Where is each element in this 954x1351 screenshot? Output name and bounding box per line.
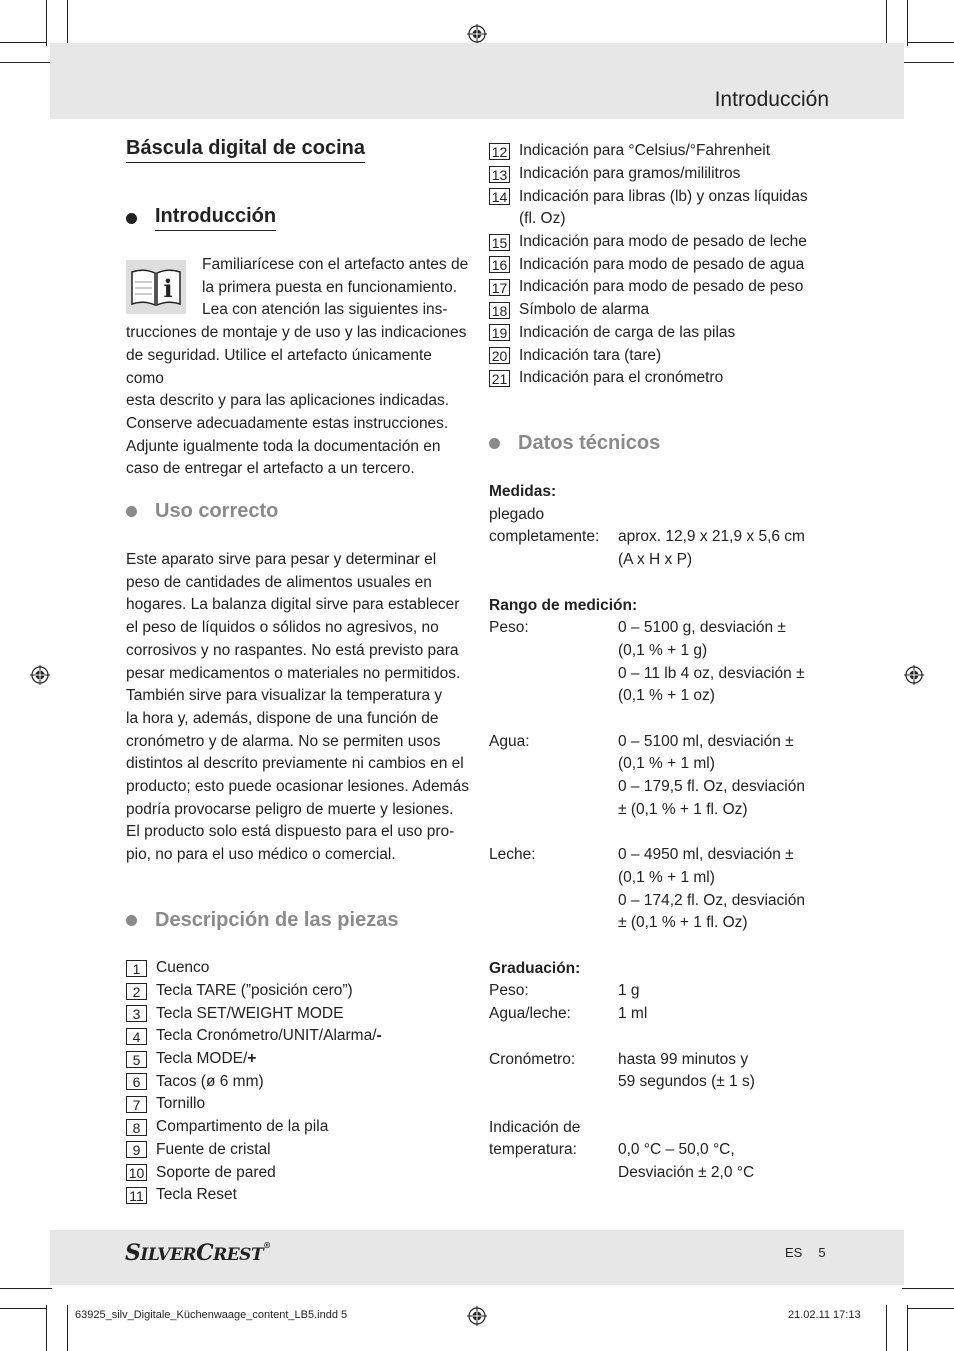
leche-value: (0,1 % + 1 ml) <box>618 868 715 886</box>
part-number: 18 <box>489 302 510 319</box>
list-item <box>126 1025 382 1048</box>
section-heading-uso-correcto <box>126 500 278 523</box>
list-item <box>489 299 808 322</box>
part-number: 2 <box>126 983 147 1000</box>
part-label: Indicación para modo de pesado de leche <box>519 233 807 251</box>
crop-mark <box>46 1305 47 1351</box>
list-item <box>489 344 808 367</box>
agua-value: 0 – 5100 ml, desviación ± <box>618 732 794 750</box>
crop-mark <box>886 1305 887 1351</box>
grad-peso-label: Peso: <box>489 982 529 1000</box>
part-number: 17 <box>489 279 510 296</box>
text-line: la primera puesta en funcionamiento. <box>202 278 458 296</box>
part-label: Tecla Cronómetro/UNIT/Alarma/ <box>156 1027 377 1045</box>
document-title: Báscula digital de cocina <box>126 137 365 163</box>
logo-letter: S <box>125 1240 141 1266</box>
text-line: También sirve para visualizar la temperatura y <box>126 687 443 705</box>
dimensions-axes: (A x H x P) <box>618 551 693 569</box>
logo-letters: REST <box>213 1245 264 1265</box>
list-item <box>126 980 382 1003</box>
grad-agua-label: Agua/leche: <box>489 1005 571 1023</box>
list-item <box>126 1070 382 1093</box>
part-label: Indicación para gramos/mililitros <box>519 165 741 183</box>
part-number: 1 <box>126 960 147 977</box>
bullet-icon <box>126 506 137 517</box>
part-label: Indicación tara (tare) <box>519 346 662 364</box>
part-label: (fl. Oz) <box>519 210 566 228</box>
page-title: Introducción <box>714 88 829 111</box>
crop-mark <box>886 0 887 46</box>
crop-mark <box>902 62 954 63</box>
completamente-label: completamente: <box>489 528 600 546</box>
text-line: el peso de líquidos o sólidos no agresivos, no <box>126 619 439 637</box>
registration-mark-icon <box>904 665 924 685</box>
part-number: 7 <box>126 1096 147 1113</box>
part-label: Indicación para modo de pesado de peso <box>519 278 804 296</box>
cronometro-value: 59 segundos (± 1 s) <box>618 1073 755 1091</box>
leche-value: ± (0,1 % + 1 fl. Oz) <box>618 914 748 932</box>
crop-mark <box>0 1288 52 1289</box>
part-symbol: + <box>247 1050 257 1068</box>
part-number: 10 <box>126 1164 147 1181</box>
crop-mark <box>67 0 68 46</box>
registration-mark-icon <box>30 665 50 685</box>
part-label: Tacos (ø 6 mm) <box>156 1072 264 1090</box>
cronometro-value: hasta 99 minutos y <box>618 1050 749 1068</box>
section-heading-datos-tecnicos <box>489 432 660 455</box>
list-item <box>126 1139 382 1162</box>
text-line: El producto solo está dispuesto para el uso pro- <box>126 823 455 841</box>
logo-letter: C <box>196 1240 214 1266</box>
part-label: Símbolo de alarma <box>519 301 650 319</box>
section-heading-introduccion <box>126 205 276 231</box>
crop-mark <box>46 0 47 46</box>
language-code: ES <box>785 1245 803 1260</box>
temperatura-label: temperatura: <box>489 1141 577 1159</box>
slug-date: 21.02.11 17:13 <box>788 1309 861 1321</box>
peso-value: (0,1 % + 1 oz) <box>618 687 715 705</box>
section-heading-text: Datos técnicos <box>518 432 661 454</box>
technical-data <box>489 481 839 1201</box>
cronometro-label: Cronómetro: <box>489 1050 576 1068</box>
agua-value: (0,1 % + 1 ml) <box>618 755 715 773</box>
text-line: trucciones de montaje y de uso y las indicaciones <box>126 324 467 342</box>
crop-mark <box>907 0 908 46</box>
temperatura-label: Indicación de <box>489 1118 581 1136</box>
registration-mark-icon <box>467 1306 487 1326</box>
text-line: podría provocarse peligro de muerte y lesiones. <box>126 800 454 818</box>
agua-label: Agua: <box>489 732 530 750</box>
text-line: Conserve adecuadamente estas instrucciones. <box>126 414 449 432</box>
list-item <box>489 185 808 208</box>
part-label: Soporte de pared <box>156 1163 276 1181</box>
part-number: 6 <box>126 1073 147 1090</box>
text-line: cronómetro y de alarma. No se permiten usos <box>126 732 441 750</box>
text-line: la hora y, además, dispone de una función de <box>126 709 439 727</box>
page-label <box>785 1245 826 1260</box>
part-number: 4 <box>126 1028 147 1045</box>
text-line: pio, no para el uso médico o comercial. <box>126 846 396 864</box>
slug-file-info: 63925_silv_Digitale_Küchenwaage_content_LB5.indd 5 <box>75 1309 348 1321</box>
leche-label: Leche: <box>489 846 536 864</box>
text-line: Lea con atención las siguientes ins- <box>202 301 448 319</box>
part-label: Compartimento de la pila <box>156 1118 329 1136</box>
page-number: 5 <box>818 1245 826 1260</box>
part-label: Tecla Reset <box>156 1186 237 1204</box>
part-label: Fuente de cristal <box>156 1140 271 1158</box>
section-heading-text: Descripción de las piezas <box>155 909 399 931</box>
part-label: Tecla MODE/ <box>156 1050 248 1068</box>
text-line: peso de cantidades de alimentos usuales en <box>126 573 432 591</box>
list-item <box>489 163 808 186</box>
dimensions-value: aprox. 12,9 x 21,9 x 5,6 cm <box>618 528 805 546</box>
section-heading-descripcion <box>126 909 398 932</box>
bullet-icon <box>126 213 137 224</box>
peso-value: (0,1 % + 1 g) <box>618 641 708 659</box>
crop-mark <box>907 1305 908 1351</box>
part-label: Indicación de carga de las pilas <box>519 323 736 341</box>
list-item <box>489 231 808 254</box>
intro-text <box>126 254 471 481</box>
brand-logo <box>125 1240 271 1266</box>
temperatura-value: Desviación ± 2,0 °C <box>618 1164 755 1181</box>
agua-value: 0 – 179,5 fl. Oz, desviación <box>618 778 805 796</box>
crop-mark <box>908 42 954 43</box>
leche-value: 0 – 4950 ml, desviación ± <box>618 846 794 864</box>
leche-value: 0 – 174,2 fl. Oz, desviación <box>618 891 805 909</box>
part-number: 9 <box>126 1141 147 1158</box>
list-item <box>126 1116 382 1139</box>
part-number: 16 <box>489 256 510 273</box>
part-number: 8 <box>126 1119 147 1136</box>
text-line: Adjunte igualmente toda la documentación en <box>126 437 441 455</box>
crop-mark <box>902 1288 954 1289</box>
part-number: 13 <box>489 166 510 183</box>
part-number: 11 <box>126 1187 147 1204</box>
text-line: hogares. La balanza digital sirve para establecer <box>126 596 460 614</box>
part-number: 12 <box>489 143 510 160</box>
part-label: Indicación para libras (lb) y onzas líquidas <box>519 187 808 205</box>
plegado-label: plegado <box>489 505 545 523</box>
temperatura-value: 0,0 °C – 50,0 °C, <box>618 1141 735 1159</box>
part-number: 20 <box>489 347 510 364</box>
part-symbol: - <box>376 1027 382 1045</box>
peso-label: Peso: <box>489 619 529 637</box>
text-line: Este aparato sirve para pesar y determinar el <box>126 551 437 568</box>
part-label: Tornillo <box>156 1095 206 1113</box>
section-heading-text: Introducción <box>155 205 276 231</box>
peso-value: 0 – 11 lb 4 oz, desviación ± <box>618 664 805 682</box>
text-line: distintos al descrito previamente ni cambios en el <box>126 755 464 773</box>
text-line: corrosivos y no raspantes. No está previsto para <box>126 641 459 659</box>
list-item <box>489 276 808 299</box>
list-item <box>126 1048 382 1071</box>
parts-list <box>126 957 382 1207</box>
list-item <box>126 957 382 980</box>
text-line: caso de entregar el artefacto a un tercero. <box>126 460 415 478</box>
part-label: Indicación para °Celsius/°Fahrenheit <box>519 142 771 160</box>
list-item <box>489 253 808 276</box>
text-line: esta descrito y para las aplicaciones indicadas. <box>126 392 450 410</box>
text-line: producto; esto puede ocasionar lesiones. Además <box>126 778 469 796</box>
graduacion-title: Graduación: <box>489 959 581 977</box>
svg-text:i: i <box>163 274 173 303</box>
agua-value: ± (0,1 % + 1 fl. Oz) <box>618 800 748 818</box>
rango-title: Rango de medición: <box>489 596 638 614</box>
logo-letters: ILVER <box>140 1245 197 1265</box>
uso-text <box>126 549 471 867</box>
list-item-continuation <box>489 208 808 231</box>
text-line: de seguridad. Utilice el artefacto únicamente como <box>126 346 432 387</box>
part-number: 21 <box>489 370 510 387</box>
part-label: Tecla SET/WEIGHT MODE <box>156 1004 344 1022</box>
grad-peso-value: 1 g <box>618 982 640 1000</box>
crop-mark <box>908 1308 954 1309</box>
bullet-icon <box>126 915 137 926</box>
bullet-icon <box>489 438 500 449</box>
part-number: 3 <box>126 1005 147 1022</box>
part-label: Cuenco <box>156 959 210 977</box>
list-item <box>489 140 808 163</box>
registration-mark-icon <box>467 24 487 44</box>
crop-mark <box>67 1305 68 1351</box>
part-number: 5 <box>126 1051 147 1068</box>
text-line: Familiarícese con el artefacto antes de <box>202 256 469 273</box>
list-item <box>126 1161 382 1184</box>
part-number: 15 <box>489 234 510 251</box>
peso-value: 0 – 5100 g, desviación ± <box>618 619 786 637</box>
text-line: pesar medicamentos o materiales no permitidos. <box>126 664 461 682</box>
list-item <box>489 322 808 345</box>
grad-agua-value: 1 ml <box>618 1005 648 1023</box>
medidas-title: Medidas: <box>489 483 557 500</box>
part-label: Indicación para modo de pesado de agua <box>519 255 805 273</box>
parts-list-continued <box>489 140 808 390</box>
part-label: Indicación para el cronómetro <box>519 369 724 387</box>
crop-mark <box>0 1308 46 1309</box>
crop-mark <box>0 62 52 63</box>
part-number: 14 <box>489 188 510 205</box>
list-item <box>126 1002 382 1025</box>
part-label: Tecla TARE (”posición cero”) <box>156 982 353 1000</box>
list-item <box>489 367 808 390</box>
logo-registered: ® <box>263 1240 271 1250</box>
part-number: 19 <box>489 324 510 341</box>
crop-mark <box>0 42 46 43</box>
section-heading-text: Uso correcto <box>155 500 279 522</box>
list-item <box>126 1093 382 1116</box>
list-item <box>126 1184 382 1207</box>
